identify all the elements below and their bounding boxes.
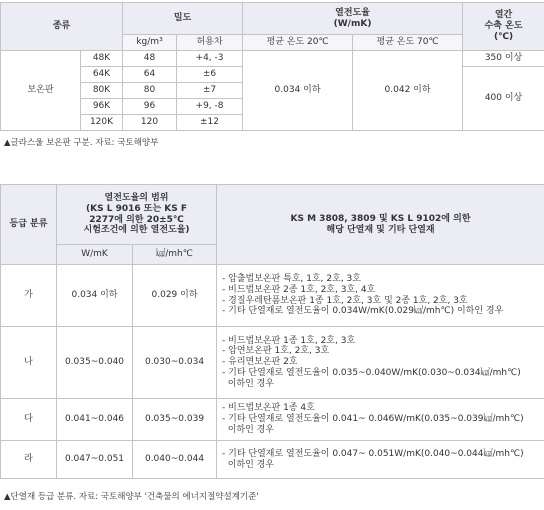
kcal-subheader: ㎉/mh℃	[133, 245, 217, 265]
standard-desc-cell	[217, 441, 544, 479]
wmk-cell: 0.041~0.046	[57, 399, 133, 441]
heat-shrink-header: 열간 수축 온도 (℃)	[463, 3, 544, 51]
tolerance-cell: ±6	[177, 67, 243, 83]
kcal-cell: 0.035~0.039	[133, 399, 217, 441]
density-cell: 96	[123, 99, 177, 115]
desc-line: - 경질우레탄폼보온판 1종 1호, 2호, 3호 및 2종 1호, 2호, 3호	[222, 295, 468, 306]
kcal-cell: 0.029 이하	[133, 265, 217, 327]
density-cell: 120	[123, 115, 177, 131]
standard-desc-cell	[217, 265, 544, 327]
type-name-cell: 보온판	[1, 51, 81, 131]
kgm3-subheader: kg/m³	[123, 35, 177, 51]
grade-cell: 다	[1, 399, 57, 441]
table1-note: ▲글라스울 보온판 구분. 자료: 국토해양부	[4, 138, 159, 148]
type-header: 종류	[1, 3, 123, 51]
grade-cell: 96K	[81, 99, 123, 115]
grade-cell: 나	[1, 327, 57, 399]
grade-cell: 가	[1, 265, 57, 327]
standard-desc-cell	[217, 327, 544, 399]
wmk-cell: 0.047~0.051	[57, 441, 133, 479]
desc-line: - 압연보온판 1호, 2호, 3호	[222, 346, 330, 357]
desc-line: - 유리면보온판 2호	[222, 357, 298, 368]
tolerance-cell: ±12	[177, 115, 243, 131]
desc-line: - 비드법보온판 2종 1호, 2호, 3호, 4호	[222, 284, 376, 295]
standard-desc-cell	[217, 399, 544, 441]
heat-cell-1: 350 이상	[463, 51, 544, 67]
desc-line: - 비드법보온판 1종 4호	[222, 403, 315, 414]
density-cell: 80	[123, 83, 177, 99]
avg70-subheader: 평균 온도 70℃	[353, 35, 463, 51]
grade-cell: 80K	[81, 83, 123, 99]
desc-line: - 압출법보온판 특호, 1호, 2호, 3호	[222, 273, 361, 284]
kcal-cell: 0.030~0.034	[133, 327, 217, 399]
grade-cell: 64K	[81, 67, 123, 83]
tolerance-cell: +4, -3	[177, 51, 243, 67]
grade-cell: 120K	[81, 115, 123, 131]
desc-line: - 기타 단열재로 열전도율이 0.035~0.040W/mK(0.030~0.034㎉/mh℃)	[222, 367, 521, 378]
wmk-subheader: W/mK	[57, 245, 133, 265]
desc-line: 이하인 경우	[222, 378, 275, 389]
desc-line: - 비드법보온판 1종 1호, 2호, 3호	[222, 335, 356, 346]
desc-line: - 기타 단열재로 열전도율이 0.034W/mK(0.029㎉/mh℃) 이하인 경우	[222, 306, 504, 317]
desc-line: - 기타 단열재로 열전도율이 0.041~ 0.046W/mK(0.035~0.039㎉/mh℃)	[222, 414, 524, 425]
density-cell: 64	[123, 67, 177, 83]
k20-cell: 0.034 이하	[243, 51, 353, 131]
tolerance-subheader: 허용차	[177, 35, 243, 51]
tolerance-cell: ±7	[177, 83, 243, 99]
glasswool-board-table	[0, 2, 544, 131]
desc-line: - 기타 단열재로 열전도율이 0.047~ 0.051W/mK(0.040~0.044㎉/mh℃)	[222, 448, 524, 459]
insulation-grade-table	[0, 184, 544, 479]
conductivity-header: 열전도율 (W/mK)	[243, 3, 463, 35]
grade-cell: 48K	[81, 51, 123, 67]
density-header: 밀도	[123, 3, 243, 35]
k70-cell: 0.042 이하	[353, 51, 463, 131]
desc-line: 이하인 경우	[222, 424, 275, 435]
heat-cell-2: 400 이상	[463, 67, 544, 131]
kcal-cell: 0.040~0.044	[133, 441, 217, 479]
desc-line: 이하인 경우	[222, 459, 275, 470]
table2-note: ▲단열재 등급 분류. 자료: 국토해양부 '건축물의 에너지절약설계기준'	[4, 492, 259, 502]
wmk-cell: 0.034 이하	[57, 265, 133, 327]
grade-header: 등급 분류	[1, 185, 57, 265]
grade-cell: 라	[1, 441, 57, 479]
avg20-subheader: 평균 온도 20℃	[243, 35, 353, 51]
wmk-cell: 0.035~0.040	[57, 327, 133, 399]
range-header: 열전도율의 범위 (KS L 9016 또는 KS F 2277에 의한 20±5℃ 시험조건에 의한 열전도율)	[57, 185, 217, 245]
tolerance-cell: +9, -8	[177, 99, 243, 115]
standard-header: KS M 3808, 3809 및 KS L 9102에 의한 해당 단열재 및 기타 단열재	[217, 185, 544, 265]
density-cell: 48	[123, 51, 177, 67]
